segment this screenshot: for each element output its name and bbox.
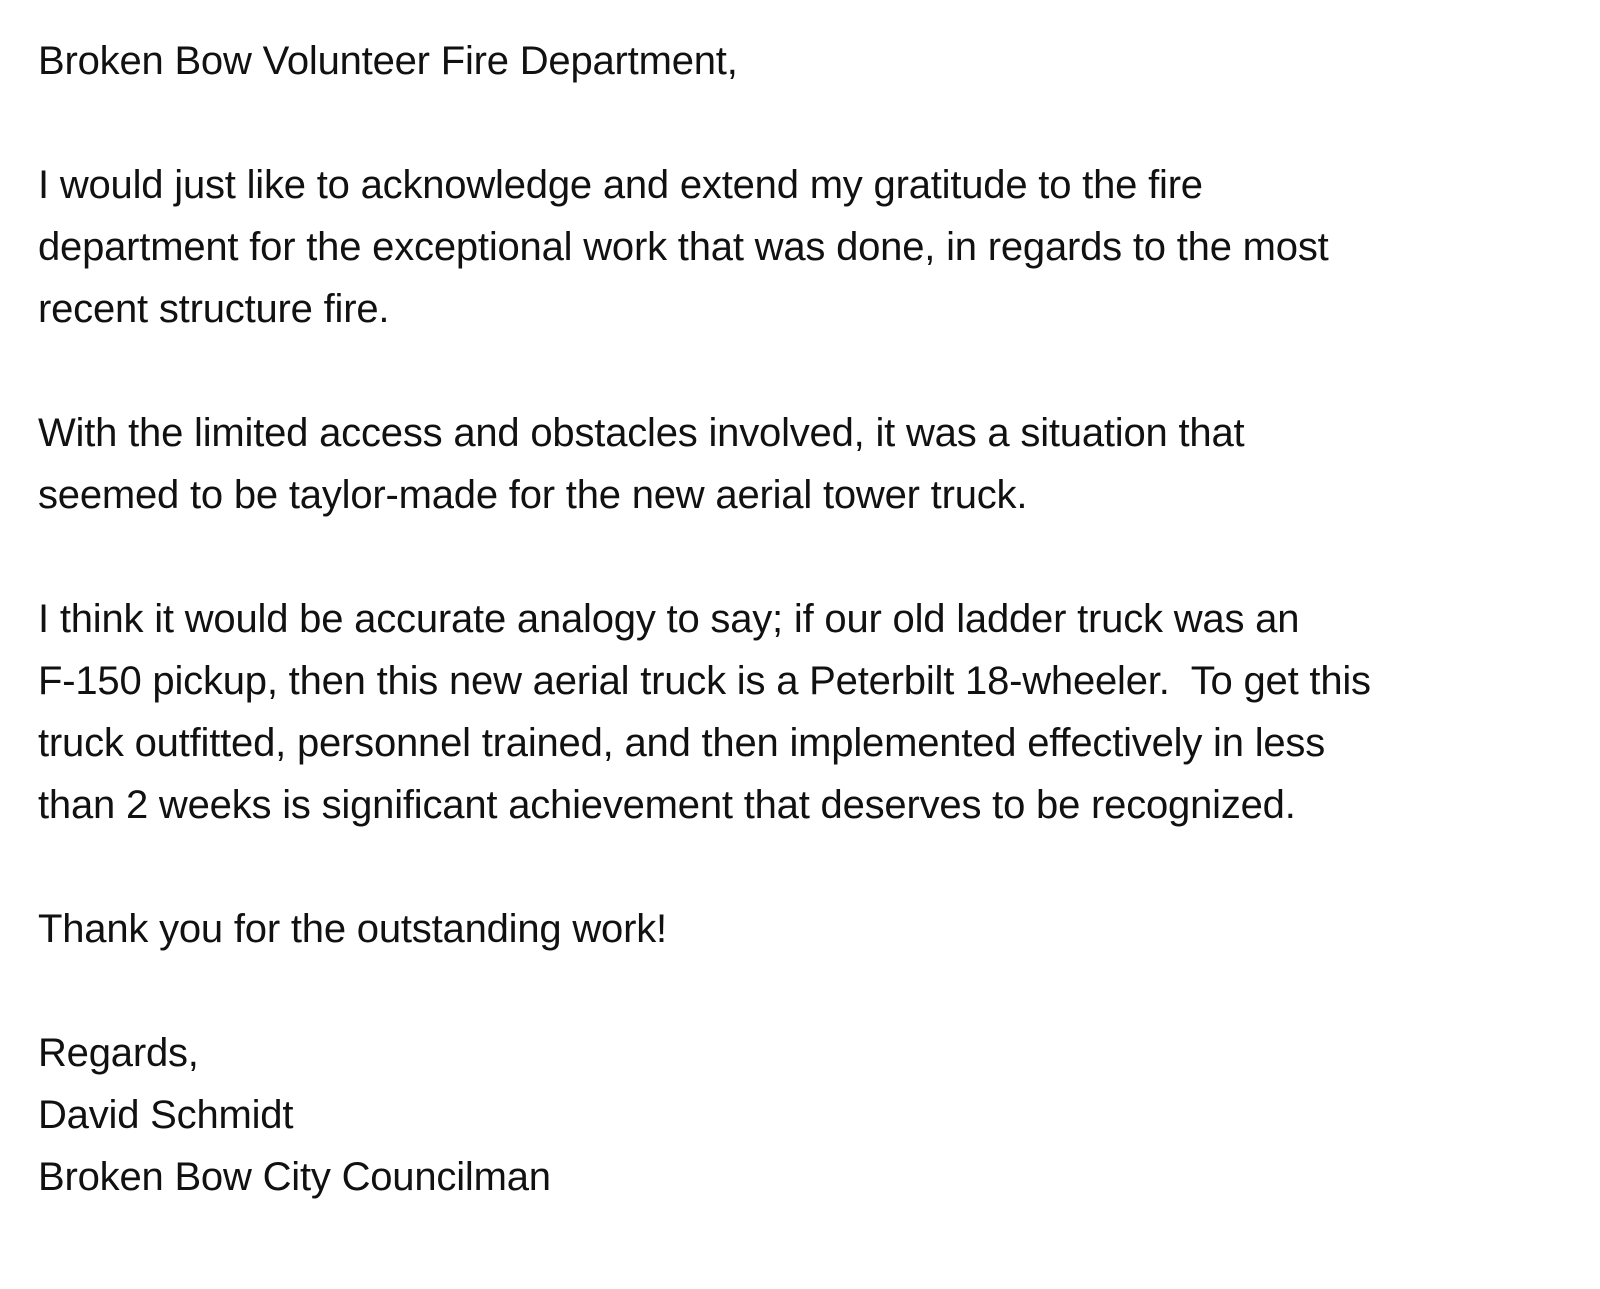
paragraph-gratitude <box>38 154 1568 340</box>
paragraph-gap <box>38 960 1568 1022</box>
paragraph-gap <box>38 836 1568 898</box>
letter-body <box>38 30 1568 1208</box>
paragraph-situation <box>38 402 1568 526</box>
paragraph-analogy <box>38 588 1568 836</box>
signer-title: Broken Bow City Councilman <box>38 1155 551 1199</box>
salutation: Broken Bow Volunteer Fire Department, <box>38 39 738 83</box>
signature-block <box>38 1022 1568 1208</box>
paragraph-line: seemed to be taylor-made for the new aerial tower truck. <box>38 473 1028 517</box>
paragraph-gap <box>38 92 1568 154</box>
paragraph-line: truck outfitted, personnel trained, and then implemented effectively in less <box>38 721 1326 765</box>
paragraph-line: than 2 weeks is significant achievement that deserves to be recognized. <box>38 783 1296 827</box>
signer-name: David Schmidt <box>38 1093 294 1137</box>
closing-thanks: Thank you for the outstanding work! <box>38 907 667 951</box>
paragraph-gap <box>38 526 1568 588</box>
paragraph-line: recent structure fire. <box>38 287 390 331</box>
paragraph-line: department for the exceptional work that was done, in regards to the most <box>38 225 1329 269</box>
paragraph-line: I would just like to acknowledge and extend my gratitude to the fire <box>38 163 1203 207</box>
paragraph-line: F-150 pickup, then this new aerial truck is a Peterbilt 18-wheeler. To get this <box>38 659 1371 703</box>
paragraph-line: With the limited access and obstacles involved, it was a situation that <box>38 411 1245 455</box>
signoff: Regards, <box>38 1031 199 1075</box>
paragraph-gap <box>38 340 1568 402</box>
paragraph-line: I think it would be accurate analogy to say; if our old ladder truck was an <box>38 597 1300 641</box>
